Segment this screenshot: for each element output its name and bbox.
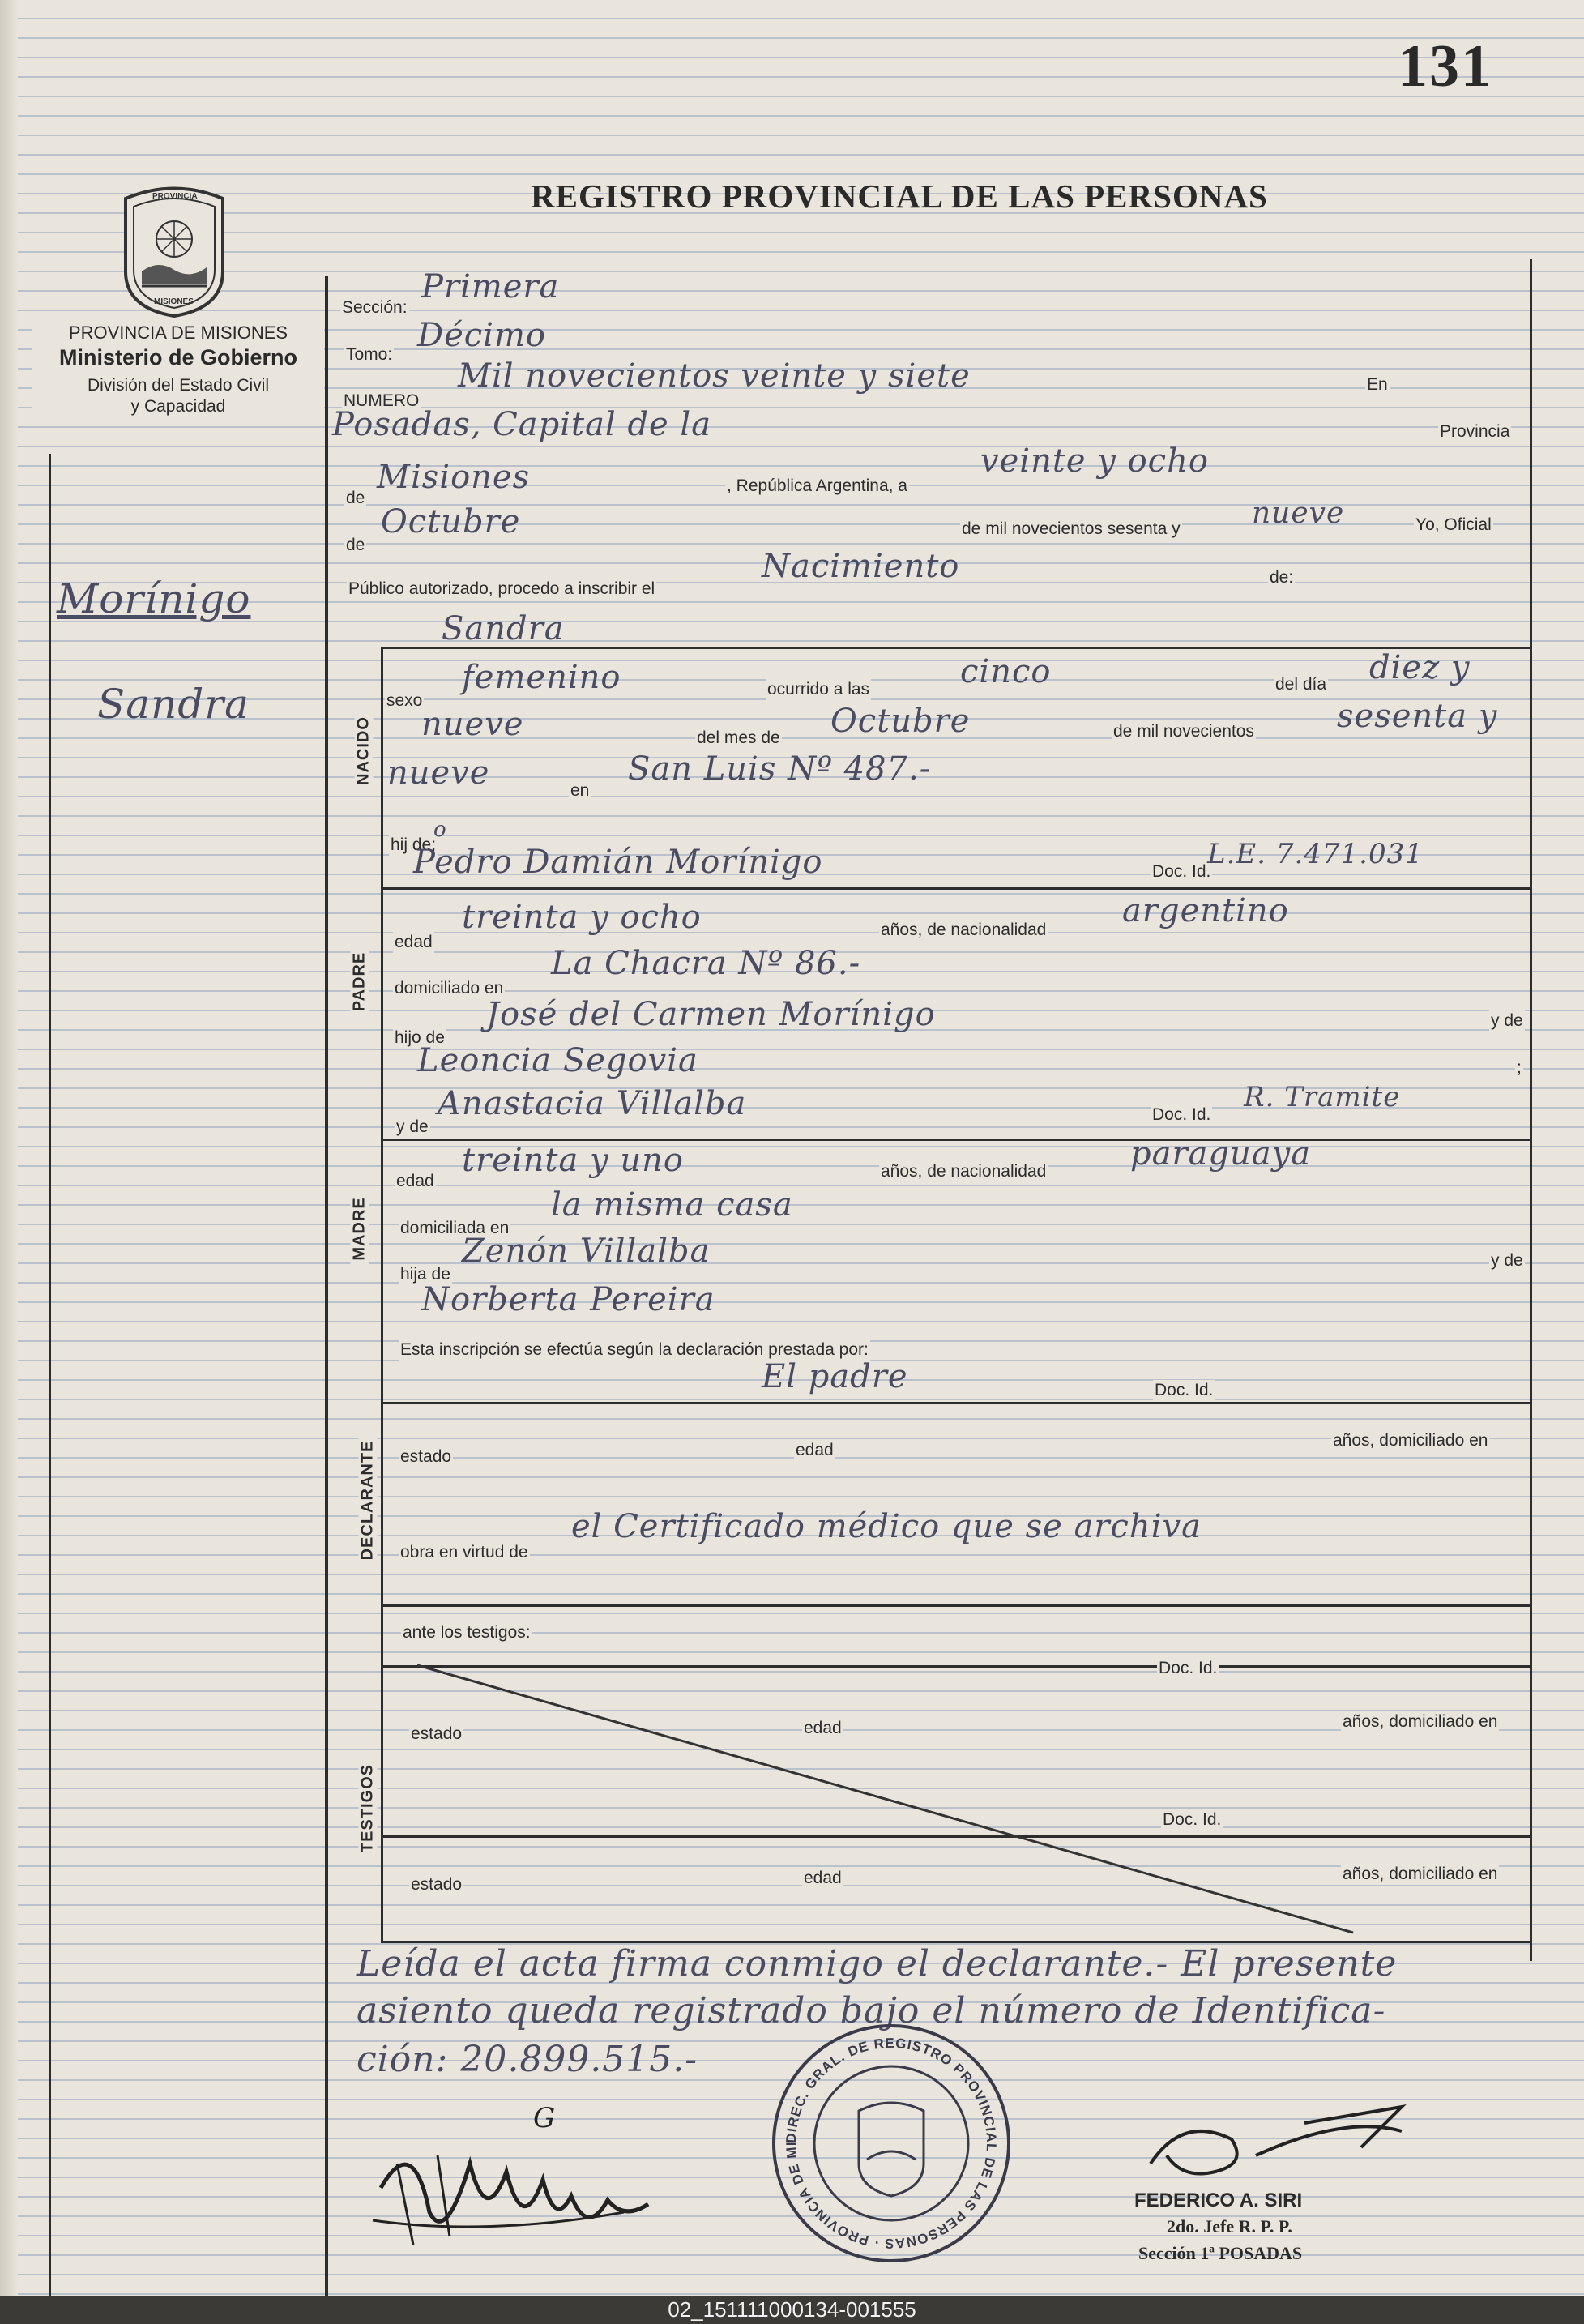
label-hijo-de-padre: hijo de — [395, 1028, 445, 1047]
label-provincia: Provincia — [1440, 422, 1510, 441]
value-dia-b: nueve — [421, 706, 524, 743]
witness-strike-line — [413, 1661, 1361, 1937]
padre-top-rule — [381, 887, 1530, 890]
page-title: REGISTRO PROVINCIAL DE LAS PERSONAS — [531, 177, 1268, 215]
value-madre-dom: la misma casa — [551, 1186, 793, 1224]
label-anos-nac-madre: años, de nacionalidad — [881, 1162, 1047, 1181]
signer-name: FEDERICO A. SIRI — [1134, 2189, 1303, 2211]
side-label-nacido: NACIDO — [355, 707, 374, 795]
value-fecha-mes: Octubre — [381, 503, 521, 540]
closing-note-3: ción: 20.899.515.- — [357, 2039, 698, 2080]
value-hijo-o: o — [433, 818, 447, 842]
svg-text:DIREC. GRAL. DE REGISTRO PROVI — [770, 2022, 999, 2251]
label-y-de-padre: y de — [1491, 1011, 1523, 1030]
label-estado-testigo-1: estado — [411, 1724, 463, 1743]
label-doc-testigo-2: Doc. Id. — [1163, 1810, 1222, 1829]
label-en: En — [1367, 375, 1388, 394]
left-signature — [365, 2115, 672, 2253]
value-sexo: femenino — [462, 659, 621, 696]
value-acto: Nacimiento — [762, 548, 960, 585]
seal-bottom-text: MISIONES — [154, 297, 194, 306]
side-label-declarante: DECLARANTE — [359, 1437, 378, 1565]
label-edad-madre: edad — [396, 1172, 434, 1190]
label-de-colon: de: — [1270, 568, 1294, 587]
label-domiciliado-padre: domiciliado en — [395, 979, 504, 998]
nacido-bar — [381, 647, 383, 1941]
value-mes: Octubre — [830, 703, 971, 740]
label-de-mil: de mil novecientos sesenta y — [962, 519, 1181, 538]
value-dia-a: diez y — [1369, 649, 1471, 686]
signer-section: Sección 1ª POSADAS — [1138, 2243, 1303, 2263]
label-del-dia: del día — [1275, 675, 1327, 694]
label-del-mes: del mes de — [697, 728, 780, 747]
label-de-1: de — [346, 489, 365, 507]
stamp-ring-text: DIREC. GRAL. DE REGISTRO PROVINCIAL DE LAS PERSONAS · PROVINCIA DE MI — [783, 2035, 1000, 2252]
value-madre-doc: R. Tramite — [1244, 1081, 1401, 1113]
division-line-2: y Capacidad — [130, 397, 226, 416]
ministry-block — [32, 322, 324, 417]
value-nombre: Sandra — [442, 610, 565, 647]
value-certificado: el Certificado médico que se archiva — [571, 1508, 1202, 1545]
value-padre-doc: L.E. 7.471.031 — [1207, 838, 1424, 870]
label-semicolon: ; — [1517, 1058, 1522, 1077]
value-abuela-pat: Leoncia Segovia — [417, 1042, 698, 1079]
value-declarante: El padre — [762, 1358, 908, 1395]
side-label-madre: MADRE — [351, 1194, 369, 1265]
label-de-mil-nov: de mil novecientos — [1113, 722, 1254, 741]
value-anio-a: sesenta y — [1337, 698, 1498, 735]
value-padre-edad: treinta y ocho — [462, 899, 702, 936]
margin-line-left — [49, 454, 51, 2296]
image-id-footer: 02_151111000134-001555 — [0, 2296, 1584, 2324]
label-estado-declarante: estado — [400, 1447, 452, 1466]
label-domiciliada-madre: domiciliada en — [400, 1219, 510, 1237]
label-obra: obra en virtud de — [400, 1543, 528, 1561]
declarante-top-rule — [381, 1402, 1530, 1404]
province-seal — [113, 182, 235, 320]
official-stamp — [770, 2022, 1013, 2265]
value-madre-nac: paraguaya — [1130, 1135, 1312, 1173]
value-fecha-anio: nueve — [1252, 497, 1345, 530]
label-doc-padre: Doc. Id. — [1152, 862, 1211, 881]
value-abuelo-mat: Zenón Villalba — [462, 1232, 711, 1270]
value-madre-nombre: Anastacia Villalba — [438, 1085, 747, 1122]
label-edad-padre: edad — [395, 933, 433, 951]
division-line-1: División del Estado Civil — [87, 376, 270, 395]
label-doc-madre: Doc. Id. — [1152, 1105, 1211, 1124]
label-y-de-madre-2: y de — [1491, 1251, 1523, 1270]
page-number: 131 — [1398, 33, 1492, 100]
margin-line-right — [325, 276, 328, 2296]
margin-note-name: Sandra — [97, 681, 250, 728]
label-estado-testigo-2: estado — [411, 1875, 463, 1894]
label-anos-dom-declarante: años, domiciliado en — [1333, 1431, 1488, 1450]
value-padre-dom: La Chacra Nº 86.- — [551, 945, 861, 982]
label-numero: NUMERO — [344, 391, 420, 410]
label-edad-testigo-2: edad — [804, 1869, 842, 1887]
side-label-padre: PADRE — [351, 946, 369, 1018]
left-signature-initial: G — [533, 2102, 557, 2134]
label-en-nac: en — [570, 781, 590, 800]
label-sexo: sexo — [386, 691, 423, 710]
label-yo-oficial: Yo, Oficial — [1415, 515, 1492, 534]
value-fecha-dia: veinte y ocho — [980, 442, 1209, 480]
value-provincia: Misiones — [377, 459, 531, 496]
value-tomo: Décimo — [417, 317, 546, 354]
label-publico: Público autorizado, procedo a inscribir el — [348, 579, 655, 598]
right-signature — [1134, 2099, 1426, 2188]
label-doc-testigo-1: Doc. Id. — [1159, 1659, 1218, 1677]
value-domicilio-nac: San Luis Nº 487.- — [628, 750, 932, 788]
signer-title: 2do. Jefe R. P. P. — [1167, 2216, 1292, 2236]
label-doc-declarante: Doc. Id. — [1155, 1381, 1214, 1399]
side-label-testigos: TESTIGOS — [359, 1761, 378, 1856]
seal-top-text: PROVINCIA — [152, 192, 198, 201]
value-madre-edad: treinta y uno — [462, 1142, 684, 1179]
form-right-border — [1530, 259, 1532, 1961]
declarante-bottom-rule — [381, 1604, 1530, 1607]
label-de-2: de — [346, 536, 365, 554]
label-seccion: Sección: — [342, 298, 408, 317]
value-padre-nac: argentino — [1122, 892, 1289, 929]
closing-note-2: asiento queda registrado bajo el número de Identifica- — [357, 1990, 1386, 2031]
label-edad-declarante: edad — [796, 1441, 834, 1459]
label-esta-inscripcion: Esta inscripción se efectúa según la declaración prestada por: — [400, 1340, 869, 1359]
margin-note-surname: Morínigo — [57, 575, 251, 622]
value-padre-nombre: Pedro Damián Morínigo — [413, 844, 823, 881]
value-lugar: Posadas, Capital de la — [332, 406, 712, 443]
label-y-de-madre: y de — [396, 1117, 429, 1136]
value-abuelo-pat: José del Carmen Morínigo — [486, 996, 936, 1033]
label-republica: , República Argentina, a — [727, 476, 907, 495]
value-numero: Mil novecientos veinte y siete — [458, 357, 971, 395]
value-hora: cinco — [960, 653, 1052, 690]
label-edad-testigo-1: edad — [804, 1719, 842, 1737]
label-anos-nac-padre: años, de nacionalidad — [881, 921, 1047, 939]
stamp-emblem-icon — [770, 2022, 1013, 2265]
value-anio-b: nueve — [387, 754, 490, 792]
closing-note-1: Leída el acta firma conmigo el declarante.- El presente — [357, 1943, 1398, 1984]
province-name: PROVINCIA DE MISIONES — [68, 323, 288, 343]
label-hijo-de: hij de; — [391, 835, 437, 854]
value-abuela-mat: Norberta Pereira — [421, 1281, 715, 1318]
label-ante-testigos: ante los testigos: — [403, 1623, 531, 1642]
label-tomo: Tomo: — [346, 345, 393, 364]
label-ocurrido: ocurrido a las — [767, 680, 870, 698]
label-anos-dom-testigo-2: años, domiciliado en — [1343, 1865, 1498, 1883]
ministry-name: Ministerio de Gobierno — [58, 345, 298, 370]
label-anos-dom-testigo-1: años, domiciliado en — [1343, 1712, 1498, 1731]
label-hija-de: hija de — [400, 1265, 450, 1284]
value-seccion: Primera — [421, 268, 560, 305]
